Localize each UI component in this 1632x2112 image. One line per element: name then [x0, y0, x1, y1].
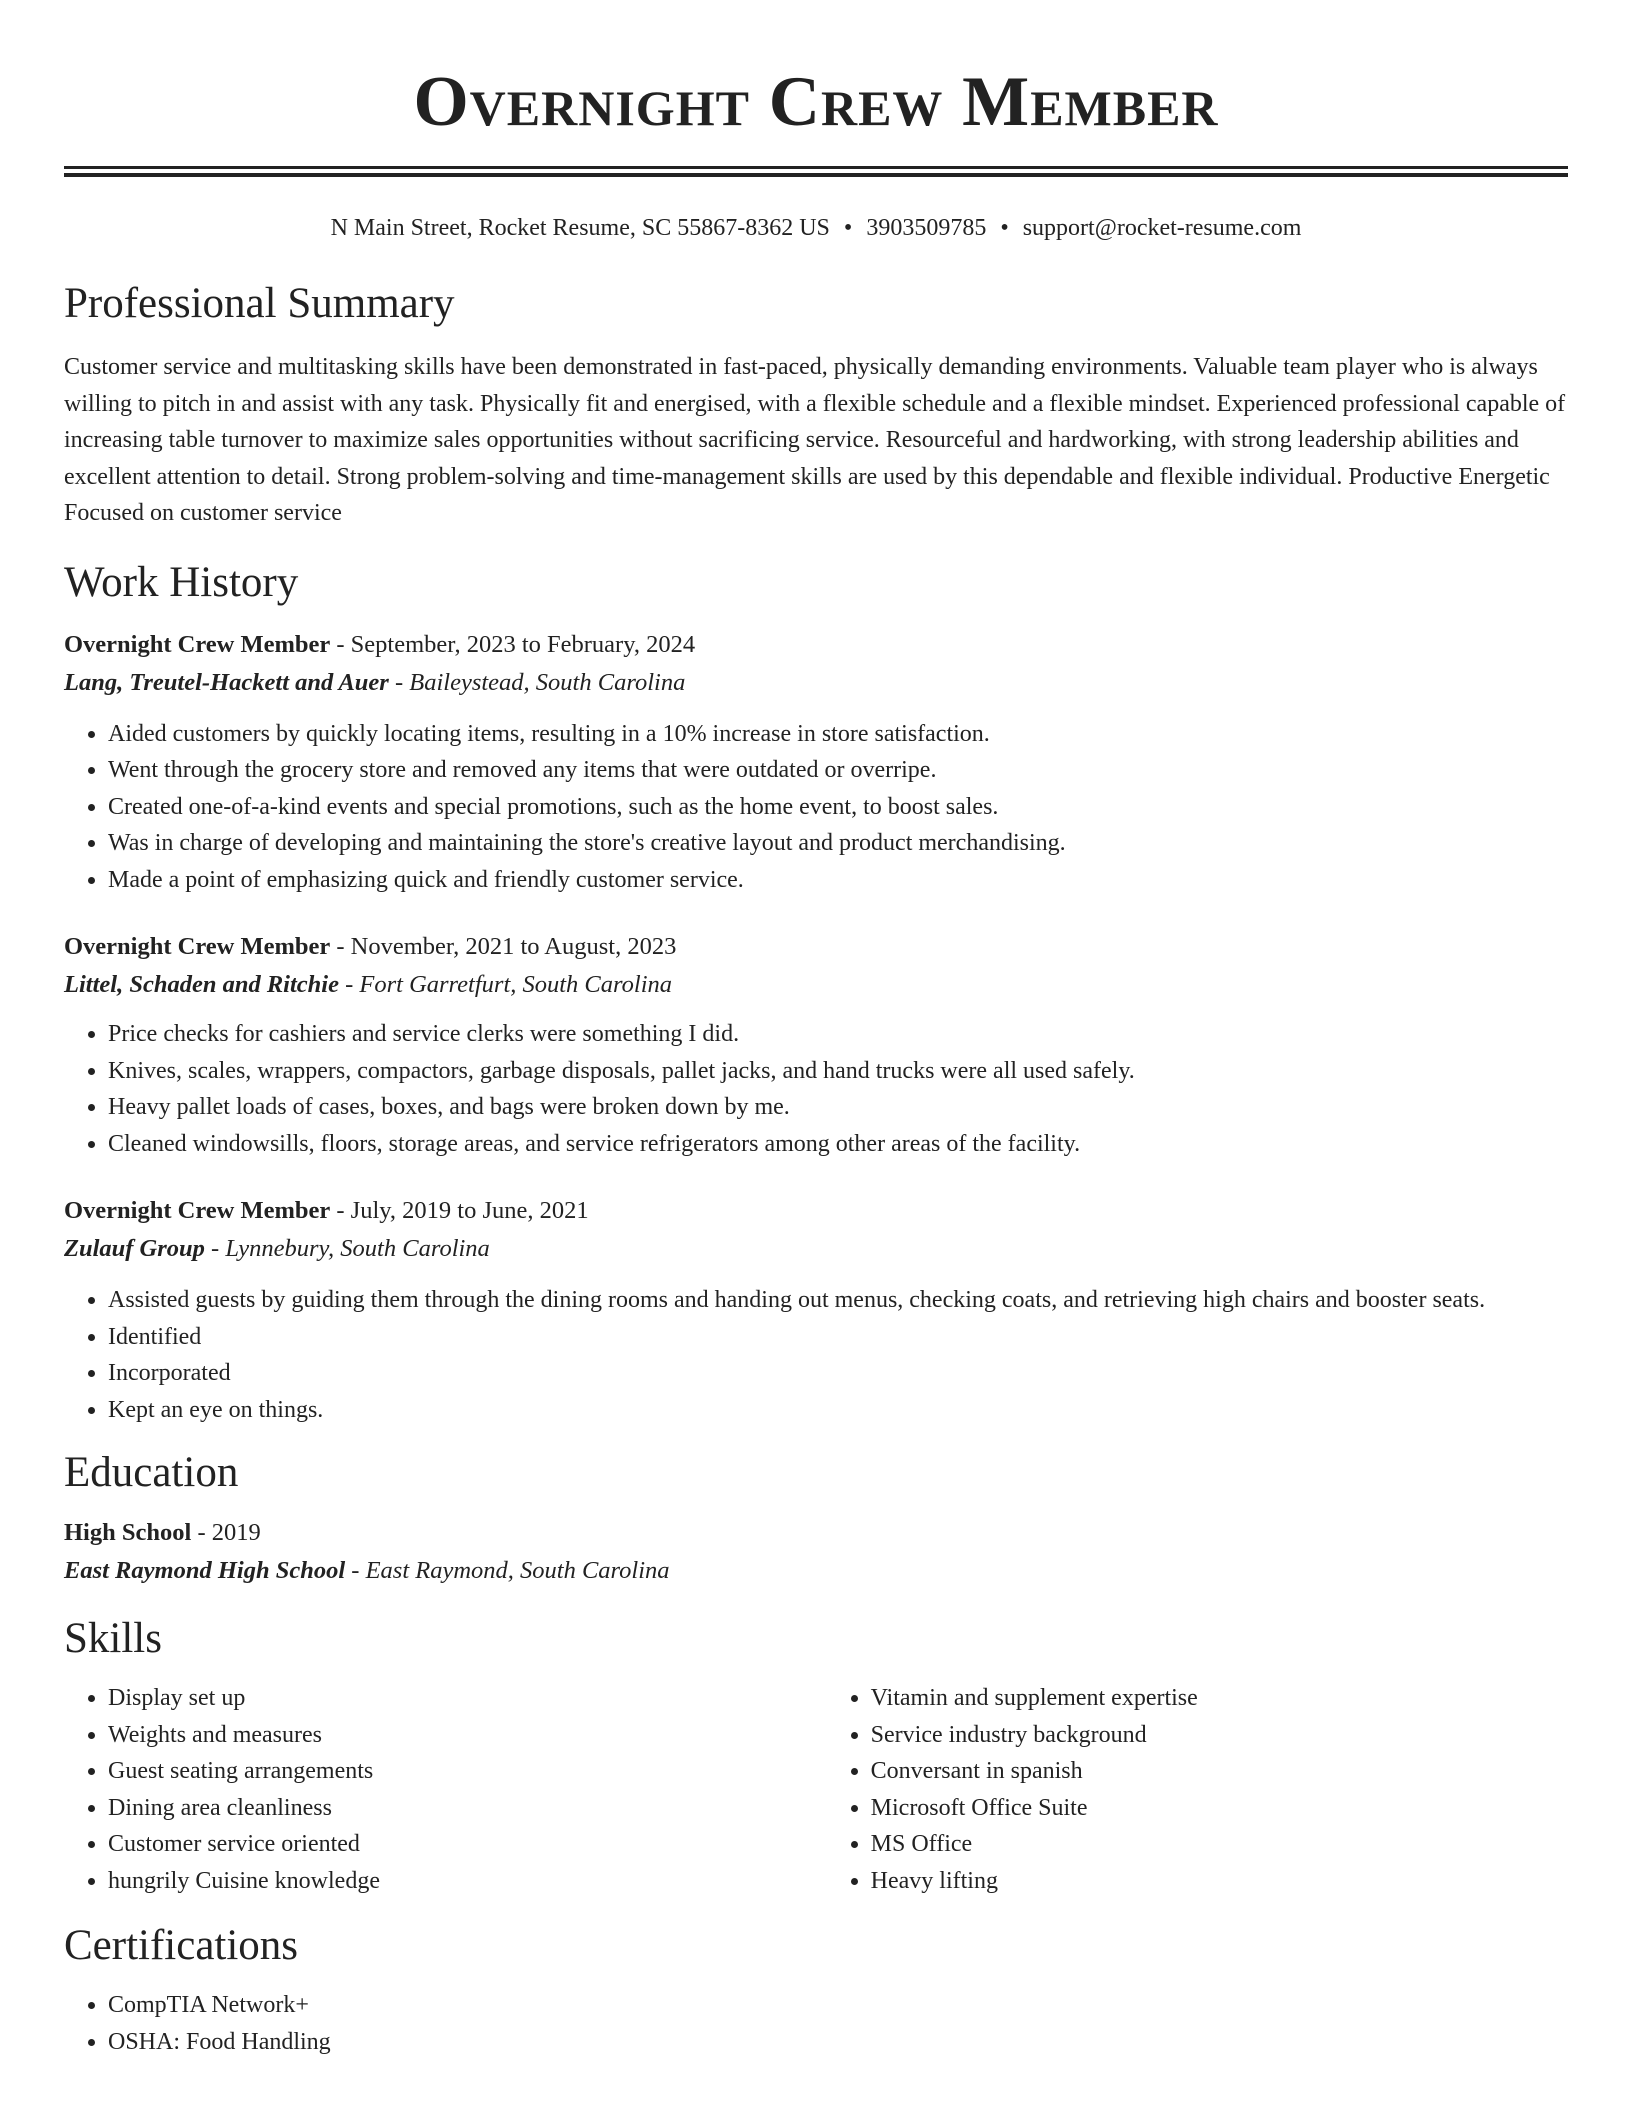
list-item: • Incorporated [108, 1355, 1568, 1392]
job-role: Overnight Crew Member [64, 1197, 331, 1224]
degree: High School [64, 1519, 192, 1546]
school-line: East Raymond High School - East Raymond, South Carolina [64, 1557, 670, 1584]
employer-line: Zulauf Group - Lynnebury, South Carolina [64, 1235, 490, 1262]
list-item: • Customer service oriented [108, 1826, 827, 1863]
school-location: East Raymond, South Carolina [365, 1557, 670, 1584]
list-item: • Conversant in spanish [871, 1753, 1568, 1790]
employer-location: Lynnebury, South Carolina [225, 1235, 490, 1262]
list-item: • Heavy lifting [871, 1863, 1568, 1900]
degree-line: High School - 2019 [64, 1519, 261, 1546]
list-item: • Was in charge of developing and maintaining the store's creative layout and product merchandising. [108, 825, 1568, 862]
employer-location: Fort Garretfurt, South Carolina [359, 971, 673, 998]
list-item: • Made a point of emphasizing quick and friendly customer service. [108, 862, 1568, 899]
list-item: • Went through the grocery store and removed any items that were outdated or overripe. [108, 752, 1568, 789]
work-history-heading: Work History [64, 558, 299, 606]
certifications-list [64, 1987, 1568, 2060]
employer-line: Littel, Schaden and Ritchie - Fort Garretfurt, South Carolina [64, 971, 673, 998]
employer-location: Baileystead, South Carolina [409, 668, 686, 696]
contact-line [64, 213, 1568, 243]
summary-text: Customer service and multitasking skills have been demonstrated in fast-paced, physically demanding environments. Valuable team player who is always willing to pitch in and assist with any task. Physically fit and energised, with a flexible schedule and a flexible mindset. Experienced professional capable of increasing table turnover to maximize sales opportunities without sacrificing service. Resourceful and hardworking, with strong leadership abilities and excellent attention to detail. Strong problem-solving and time-management skills are used by this dependable and flexible individual. Productive Energetic Focused on customer service [64, 354, 1566, 526]
job-title-line: Overnight Crew Member - November, 2021 to August, 2023 [64, 933, 677, 960]
list-item: • Price checks for cashiers and service clerks were something I did. [108, 1016, 1568, 1053]
list-item: • Knives, scales, wrappers, compactors, garbage disposals, pallet jacks, and hand trucks were all used safely. [108, 1053, 1568, 1090]
skills-columns [64, 1680, 1568, 1899]
address: N Main Street, Rocket Resume, SC 55867-8362 US [330, 215, 830, 241]
job-duties [64, 716, 1568, 899]
list-item: • Vitamin and supplement expertise [871, 1680, 1568, 1717]
employer-name: Littel, Schaden and Ritchie [64, 971, 339, 998]
skills-heading: Skills [64, 1615, 162, 1662]
list-item: • Kept an eye on things. [108, 1392, 1568, 1429]
list-item: • Weights and measures [108, 1717, 827, 1754]
list-item: • Display set up [108, 1680, 827, 1717]
skills-list-right [827, 1680, 1568, 1899]
list-item: • Heavy pallet loads of cases, boxes, and bags were broken down by me. [108, 1089, 1568, 1126]
job-entry [64, 626, 1568, 899]
job-title-line: Overnight Crew Member - July, 2019 to June, 2021 [64, 1197, 589, 1224]
school-name: East Raymond High School [64, 1557, 346, 1584]
resume-name: Overnight Crew Member [413, 63, 1219, 141]
job-entry [64, 928, 1568, 1162]
skills-list-left [64, 1680, 827, 1899]
job-dates: September, 2023 to February, 2024 [350, 630, 696, 658]
list-item: • Cleaned windowsills, floors, storage areas, and service refrigerators among other areas of the facility. [108, 1126, 1568, 1163]
list-item: • Created one-of-a-kind events and special promotions, such as the home event, to boost sales. [108, 789, 1568, 826]
job-duties [64, 1282, 1568, 1428]
list-item: • OSHA: Food Handling [108, 2024, 1568, 2061]
job-entry [64, 1192, 1568, 1428]
education-heading: Education [64, 1449, 239, 1496]
job-dates: November, 2021 to August, 2023 [350, 933, 677, 960]
list-item: • Dining area cleanliness [108, 1790, 827, 1827]
list-item: • MS Office [871, 1826, 1568, 1863]
job-dates: July, 2019 to June, 2021 [350, 1197, 589, 1224]
contact-separator: • [1000, 215, 1009, 241]
employer-name: Lang, Treutel-Hackett and Auer [64, 668, 389, 696]
job-role: Overnight Crew Member [64, 933, 331, 960]
graduation-year: 2019 [211, 1519, 261, 1546]
list-item: • Microsoft Office Suite [871, 1790, 1568, 1827]
list-item: • Assisted guests by guiding them through the dining rooms and handing out menus, checking coats, and retrieving high chairs and booster seats. [108, 1282, 1568, 1319]
header-divider [64, 166, 1568, 177]
job-title-line: Overnight Crew Member - September, 2023 to February, 2024 [64, 630, 696, 658]
list-item: • Identified [108, 1319, 1568, 1356]
education-entry [64, 1514, 1568, 1590]
email: support@rocket-resume.com [1022, 215, 1302, 241]
contact-separator: • [843, 215, 853, 241]
phone: 3903509785 [866, 215, 987, 241]
employer-line: Lang, Treutel-Hackett and Auer - Baileystead, South Carolina [64, 668, 686, 696]
list-item: • CompTIA Network+ [108, 1987, 1568, 2024]
summary-heading: Professional Summary [64, 280, 455, 327]
list-item: • Service industry background [871, 1717, 1568, 1754]
certifications-heading: Certifications [64, 1922, 299, 1969]
list-item: • Guest seating arrangements [108, 1753, 827, 1790]
list-item: • hungrily Cuisine knowledge [108, 1863, 827, 1900]
job-role: Overnight Crew Member [64, 630, 331, 658]
list-item: • Aided customers by quickly locating items, resulting in a 10% increase in store satisfaction. [108, 716, 1568, 753]
employer-name: Zulauf Group [64, 1235, 205, 1262]
job-duties [64, 1016, 1568, 1162]
